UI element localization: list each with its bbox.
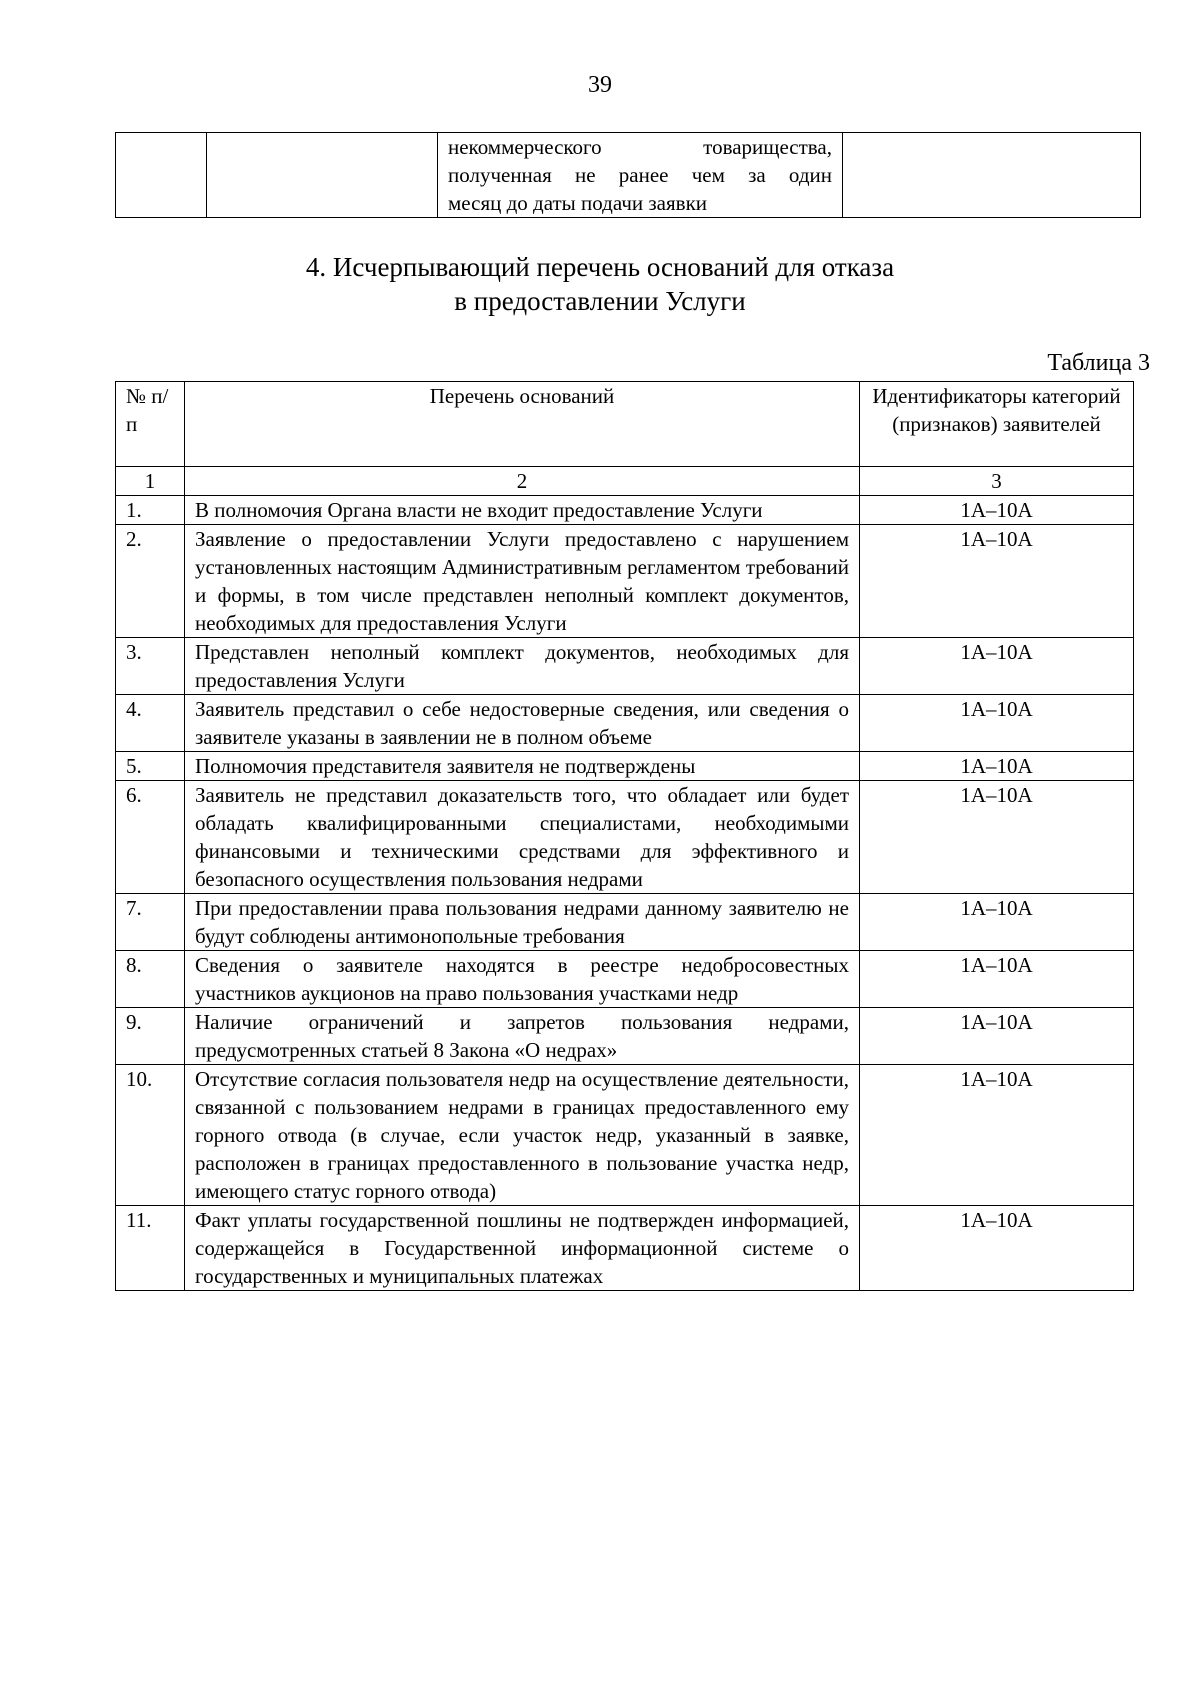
- row-num: 10.: [116, 1065, 185, 1206]
- table-row: [116, 638, 1134, 695]
- row-ids: 1А–10А: [860, 951, 1134, 1008]
- table-row: [116, 525, 1134, 638]
- row-ids: 1А–10А: [860, 752, 1134, 781]
- column-number-row: [116, 467, 1134, 496]
- row-text: Сведения о заявителе находятся в реестре недобросовестных участников аукционов на право пользования участками недр: [185, 951, 860, 1008]
- table-row: [116, 752, 1134, 781]
- row-ids: 1А–10А: [860, 1206, 1134, 1291]
- row-ids: 1А–10А: [860, 695, 1134, 752]
- row-text: Заявление о предоставлении Услуги предоставлено с нарушением установленных настоящим Административным регламентом требований и формы, в том числе представлен неполный комплект документов, необходимых для предоставления Услуги: [185, 525, 860, 638]
- table-row: [116, 695, 1134, 752]
- cont-line: месяц до даты подачи заявки: [448, 191, 708, 215]
- cont-cell-2: [207, 133, 438, 218]
- row-ids: 1А–10А: [860, 525, 1134, 638]
- col-number: 3: [860, 467, 1134, 496]
- row-num: 3.: [116, 638, 185, 695]
- section-title: [0, 250, 1200, 318]
- row-text: При предоставлении права пользования недрами данному заявителю не будут соблюдены антимонопольные требования: [185, 894, 860, 951]
- table-row: [116, 133, 1141, 218]
- row-text: Наличие ограничений и запретов пользования недрами, предусмотренных статьей 8 Закона «О недрах»: [185, 1008, 860, 1065]
- page-number: 39: [588, 72, 612, 98]
- table-row: [116, 894, 1134, 951]
- row-num: 7.: [116, 894, 185, 951]
- table-caption: Таблица 3: [1047, 350, 1150, 376]
- row-ids: 1А–10А: [860, 1065, 1134, 1206]
- row-num: 4.: [116, 695, 185, 752]
- row-ids: 1А–10А: [860, 1008, 1134, 1065]
- header-ids: Идентификаторы категорий (признаков) заявителей: [860, 382, 1134, 467]
- row-num: 8.: [116, 951, 185, 1008]
- table-row: [116, 1206, 1134, 1291]
- table-header-row: [116, 382, 1134, 467]
- row-text: В полномочия Органа власти не входит предоставление Услуги: [185, 496, 860, 525]
- row-ids: 1А–10А: [860, 894, 1134, 951]
- row-text: Отсутствие согласия пользователя недр на осуществление деятельности, связанной с пользованием недрами в границах предоставленного ему горного отвода (в случае, если участок недр, указанный в заявке, расположен в границах предоставленного в пользование участка недр, имеющего статус горного отвода): [185, 1065, 860, 1206]
- row-num: 11.: [116, 1206, 185, 1291]
- row-ids: 1А–10А: [860, 638, 1134, 695]
- table-row: [116, 1065, 1134, 1206]
- row-text: Заявитель представил о себе недостоверные сведения, или сведения о заявителе указаны в заявлении не в полном объеме: [185, 695, 860, 752]
- header-num: № п/п: [116, 382, 185, 467]
- cont-cell-3: [438, 133, 843, 218]
- row-num: 5.: [116, 752, 185, 781]
- row-text: Факт уплаты государственной пошлины не подтвержден информацией, содержащейся в Государственной информационной системе о государственных и муниципальных платежах: [185, 1206, 860, 1291]
- table-row: [116, 496, 1134, 525]
- row-text: Заявитель не представил доказательств того, что обладает или будет обладать квалифицированными специалистами, необходимыми финансовыми и техническими средствами для эффективного и безопасного осуществления пользования недрами: [185, 781, 860, 894]
- cont-line: полученная не ранее чем за один: [448, 163, 832, 187]
- cont-line: некоммерческого товарищества,: [448, 135, 832, 159]
- row-text: Представлен неполный комплект документов, необходимых для предоставления Услуги: [185, 638, 860, 695]
- continuation-table: [115, 132, 1141, 218]
- table-row: [116, 951, 1134, 1008]
- row-num: 9.: [116, 1008, 185, 1065]
- row-text: Полномочия представителя заявителя не подтверждены: [185, 752, 860, 781]
- row-num: 6.: [116, 781, 185, 894]
- table-row: [116, 781, 1134, 894]
- cont-cell-4: [843, 133, 1141, 218]
- col-number: 1: [116, 467, 185, 496]
- grounds-table: [115, 381, 1134, 1291]
- header-grounds: Перечень оснований: [185, 382, 860, 467]
- table-row: [116, 1008, 1134, 1065]
- section-title-line: в предоставлении Услуги: [454, 286, 746, 316]
- col-number: 2: [185, 467, 860, 496]
- section-title-line: 4. Исчерпывающий перечень оснований для отказа: [305, 252, 895, 282]
- cont-cell-1: [116, 133, 207, 218]
- row-num: 2.: [116, 525, 185, 638]
- row-ids: 1А–10А: [860, 496, 1134, 525]
- row-ids: 1А–10А: [860, 781, 1134, 894]
- row-num: 1.: [116, 496, 185, 525]
